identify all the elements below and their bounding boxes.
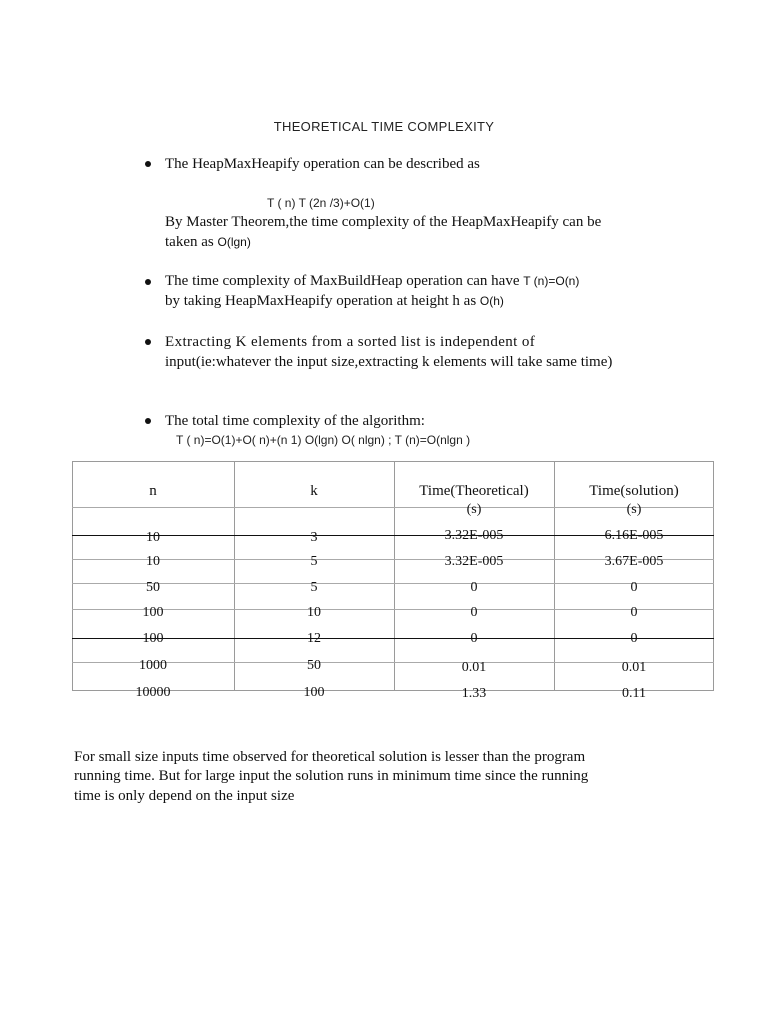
table-cell-time-solution: 0.11 xyxy=(622,686,646,701)
bullet-1-line-3 xyxy=(165,234,251,251)
table-cell-time-theoretical: 3.32E-005 xyxy=(444,554,504,569)
column-header-time-theoretical: Time(Theoretical) xyxy=(419,483,529,499)
column-unit-time-solution: (s) xyxy=(626,502,642,517)
table-cell-n: 100 xyxy=(142,605,164,620)
table-cell-time-theoretical: 0.01 xyxy=(461,660,487,675)
bullet-4-line-1: The total time complexity of the algorithm: xyxy=(165,413,425,429)
bullet-2-line-2 xyxy=(165,293,504,310)
table-cell-n: 1000 xyxy=(139,658,167,673)
table-cell-k: 50 xyxy=(307,658,321,673)
table-cell-time-theoretical: 0 xyxy=(470,631,478,646)
height-complexity: O(h) xyxy=(479,294,504,308)
table-cell-n: 50 xyxy=(146,580,160,595)
bullet-1-line-1: The HeapMaxHeapify operation can be described as xyxy=(165,156,480,172)
table-cell-time-theoretical: 0 xyxy=(470,605,478,620)
bullet-1-line-2: By Master Theorem,the time complexity of the HeapMaxHeapify can be xyxy=(165,214,602,230)
conclusion-line-2: running time. But for large input the solution runs in minimum time since the running xyxy=(74,768,589,784)
table-cell-time-solution: 3.67E-005 xyxy=(604,554,664,569)
bullet-icon xyxy=(145,418,151,424)
table-cell-time-solution: 0 xyxy=(630,631,638,646)
conclusion-line-1: For small size inputs time observed for theoretical solution is lesser than the program xyxy=(74,749,586,765)
heapify-complexity: O(lgn) xyxy=(217,235,251,249)
page-title: THEORETICAL TIME COMPLEXITY xyxy=(273,119,495,134)
table-cell-time-solution: 6.16E-005 xyxy=(604,528,664,543)
table-cell-time-theoretical: 0 xyxy=(470,580,478,595)
table-cell-k: 12 xyxy=(307,631,321,646)
table-cell-time-theoretical: 1.33 xyxy=(461,686,487,701)
column-header-n: n xyxy=(149,483,157,499)
buildheap-complexity: T (n)=O(n) xyxy=(523,274,580,288)
bullet-2-line-1 xyxy=(165,273,579,290)
table-cell-time-theoretical: 3.32E-005 xyxy=(444,528,504,543)
table-cell-k: 10 xyxy=(307,605,321,620)
bullet-icon xyxy=(145,339,151,345)
table-cell-time-solution: 0 xyxy=(630,605,638,620)
table-cell-k: 3 xyxy=(310,530,318,545)
bullet-3-line-1: Extracting K elements from a sorted list is independent of xyxy=(165,334,536,350)
bullet-icon xyxy=(145,161,151,167)
column-unit-time-theoretical: (s) xyxy=(466,502,482,517)
table-cell-n: 100 xyxy=(142,631,164,646)
table-cell-n: 10000 xyxy=(135,685,171,700)
table-cell-k: 5 xyxy=(310,554,318,569)
bullet-3-line-2: input(ie:whatever the input size,extracting k elements will take same time) xyxy=(165,354,613,370)
bullet-1-line-3-text: taken as xyxy=(165,234,214,250)
table-cell-n: 10 xyxy=(146,554,160,569)
bullet-2-line-1-text: The time complexity of MaxBuildHeap operation can have xyxy=(165,273,520,289)
bullet-2-line-2-text: by taking HeapMaxHeapify operation at height h as xyxy=(165,293,477,309)
table-cell-k: 5 xyxy=(310,580,318,595)
table-cell-time-solution: 0 xyxy=(630,580,638,595)
conclusion-line-3: time is only depend on the input size xyxy=(74,788,295,804)
bullet-icon xyxy=(145,279,151,285)
table-cell-time-solution: 0.01 xyxy=(621,660,647,675)
table-cell-k: 100 xyxy=(303,685,325,700)
column-header-k: k xyxy=(310,483,318,499)
table-cell-n: 10 xyxy=(146,530,160,545)
column-header-time-solution: Time(solution) xyxy=(589,483,679,499)
heapify-recurrence-formula: T ( n) T (2n /3)+O(1) xyxy=(267,196,375,210)
total-complexity-formula: T ( n)=O(1)+O( n)+(n 1) O(lgn) O( nlgn) ; T (n)=O(nlgn ) xyxy=(176,433,471,447)
